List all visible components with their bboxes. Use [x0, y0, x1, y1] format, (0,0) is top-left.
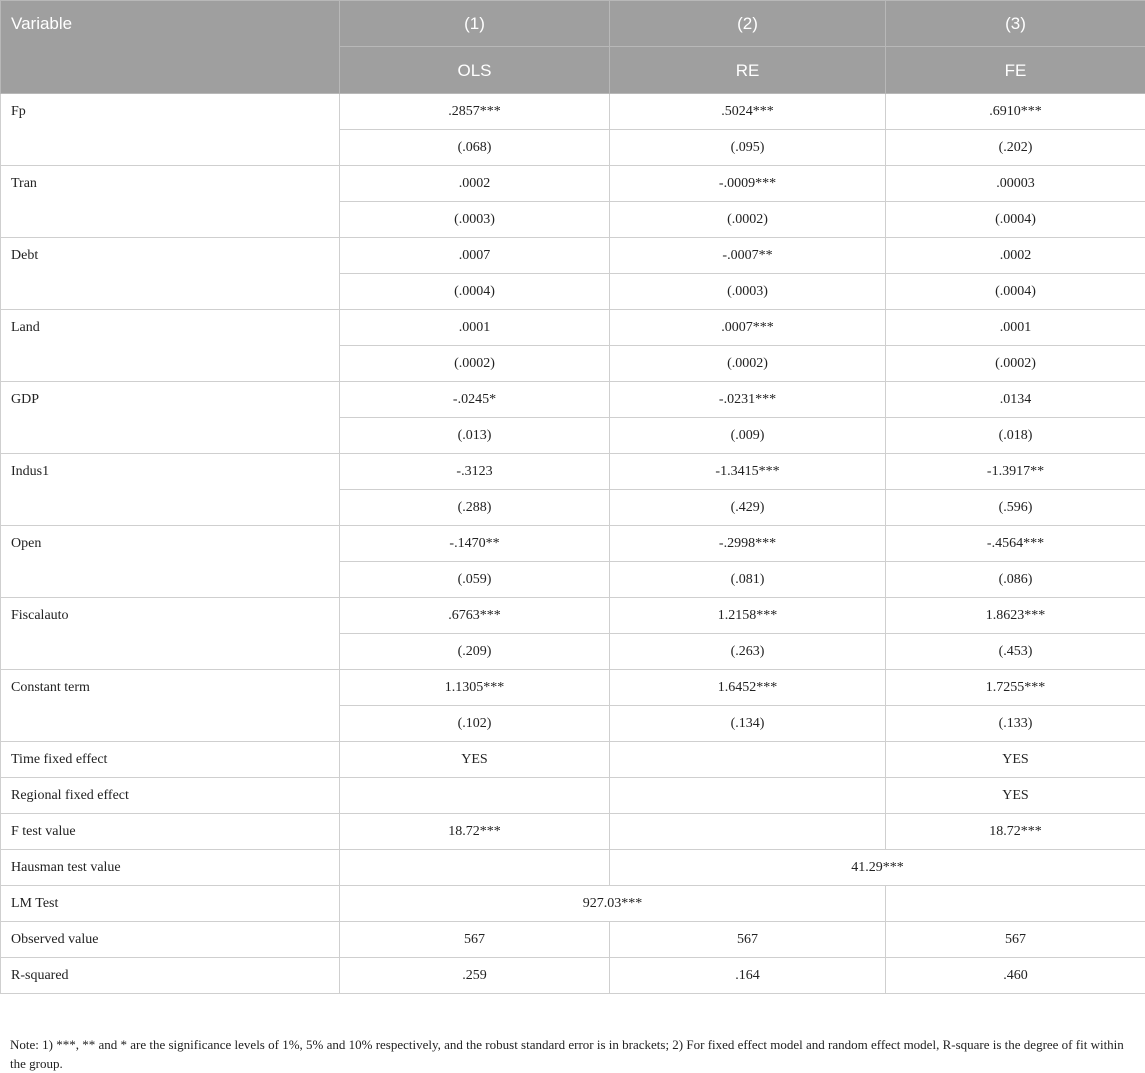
stat-cell: .164	[610, 958, 886, 994]
column-number-1: (1)	[340, 1, 610, 47]
se-cell: (.133)	[886, 706, 1145, 742]
table-note: Note: 1) ***, ** and * are the significance levels of 1%, 5% and 10% respectively, and the robust standard error is in brackets; 2) For fixed effect model and random effect model, R-square is the degree of fit within the group.	[10, 1037, 1124, 1071]
stat-row-r-squared	[1, 958, 1145, 994]
coef-cell: .0002	[340, 166, 610, 202]
variable-label: GDP	[1, 382, 340, 454]
stat-cell: .460	[886, 958, 1145, 994]
coef-row	[1, 382, 1145, 418]
stat-label: Regional fixed effect	[1, 778, 340, 814]
stat-cell: 567	[340, 922, 610, 958]
coef-cell: -1.3415***	[610, 454, 886, 490]
coef-row	[1, 310, 1145, 346]
se-cell: (.288)	[340, 490, 610, 526]
stat-label: Hausman test value	[1, 850, 340, 886]
se-cell: (.018)	[886, 418, 1145, 454]
se-cell: (.0004)	[340, 274, 610, 310]
se-cell: (.453)	[886, 634, 1145, 670]
coef-cell: 1.6452***	[610, 670, 886, 706]
stat-cell	[886, 886, 1145, 922]
stat-label: Time fixed effect	[1, 742, 340, 778]
coef-cell: .0002	[886, 238, 1145, 274]
coef-cell: .0001	[340, 310, 610, 346]
coef-cell: .0007***	[610, 310, 886, 346]
se-cell: (.0002)	[610, 202, 886, 238]
stat-cell: YES	[886, 778, 1145, 814]
variable-label: Tran	[1, 166, 340, 238]
stat-cell: YES	[886, 742, 1145, 778]
se-cell: (.0002)	[340, 346, 610, 382]
coef-cell: -.2998***	[610, 526, 886, 562]
column-number-3: (3)	[886, 1, 1145, 47]
se-cell: (.0002)	[610, 346, 886, 382]
stat-cell: 567	[886, 922, 1145, 958]
se-cell: (.0003)	[610, 274, 886, 310]
coef-row	[1, 598, 1145, 634]
se-cell: (.009)	[610, 418, 886, 454]
se-cell: (.013)	[340, 418, 610, 454]
stat-row-f-test	[1, 814, 1145, 850]
variable-label: Debt	[1, 238, 340, 310]
se-cell: (.134)	[610, 706, 886, 742]
coef-cell: 1.7255***	[886, 670, 1145, 706]
se-cell: (.086)	[886, 562, 1145, 598]
coef-cell: -.0007**	[610, 238, 886, 274]
coef-cell: 1.8623***	[886, 598, 1145, 634]
coef-cell: -.0245*	[340, 382, 610, 418]
coef-row	[1, 166, 1145, 202]
coef-row	[1, 526, 1145, 562]
se-cell: (.202)	[886, 130, 1145, 166]
variable-label: Open	[1, 526, 340, 598]
coef-cell: -.0231***	[610, 382, 886, 418]
stat-cell: YES	[340, 742, 610, 778]
se-cell: (.0004)	[886, 202, 1145, 238]
stat-label: Observed value	[1, 922, 340, 958]
stat-label: R-squared	[1, 958, 340, 994]
stat-cell: 567	[610, 922, 886, 958]
se-cell: (.095)	[610, 130, 886, 166]
coef-cell: .2857***	[340, 94, 610, 130]
se-cell: (.0003)	[340, 202, 610, 238]
variable-label: Fp	[1, 94, 340, 166]
coef-cell: .0134	[886, 382, 1145, 418]
stat-cell: 18.72***	[886, 814, 1145, 850]
stat-row-hausman	[1, 850, 1145, 886]
se-cell: (.081)	[610, 562, 886, 598]
stat-label: F test value	[1, 814, 340, 850]
coef-row	[1, 670, 1145, 706]
se-cell: (.596)	[886, 490, 1145, 526]
coef-cell: 1.2158***	[610, 598, 886, 634]
variable-label: Indus1	[1, 454, 340, 526]
stat-cell	[610, 814, 886, 850]
coef-cell: .6910***	[886, 94, 1145, 130]
coef-row	[1, 454, 1145, 490]
coef-cell: .0007	[340, 238, 610, 274]
variable-label: Fiscalauto	[1, 598, 340, 670]
coef-cell: -.1470**	[340, 526, 610, 562]
stat-row-time-fe	[1, 742, 1145, 778]
coef-cell: -1.3917**	[886, 454, 1145, 490]
column-model-1: OLS	[340, 47, 610, 94]
stat-cell-merged: 927.03***	[340, 886, 886, 922]
coef-cell: 1.1305***	[340, 670, 610, 706]
column-number-2: (2)	[610, 1, 886, 47]
se-cell: (.0002)	[886, 346, 1145, 382]
stat-cell: .259	[340, 958, 610, 994]
se-cell: (.209)	[340, 634, 610, 670]
coef-cell: -.0009***	[610, 166, 886, 202]
stat-row-observed	[1, 922, 1145, 958]
coef-cell: .0001	[886, 310, 1145, 346]
stat-row-regional-fe	[1, 778, 1145, 814]
coef-row	[1, 238, 1145, 274]
se-cell: (.059)	[340, 562, 610, 598]
coef-row	[1, 94, 1145, 130]
stat-row-lm-test	[1, 886, 1145, 922]
stat-cell	[340, 850, 610, 886]
coef-cell: .6763***	[340, 598, 610, 634]
column-model-2: RE	[610, 47, 886, 94]
stat-cell	[610, 742, 886, 778]
coef-cell: .00003	[886, 166, 1145, 202]
header-row-numbers	[1, 1, 1145, 47]
se-cell: (.102)	[340, 706, 610, 742]
variable-label: Constant term	[1, 670, 340, 742]
variable-column-header: Variable	[1, 1, 340, 94]
coef-cell: -.3123	[340, 454, 610, 490]
variable-label: Land	[1, 310, 340, 382]
stat-cell: 18.72***	[340, 814, 610, 850]
stat-cell	[340, 778, 610, 814]
stat-cell	[610, 778, 886, 814]
se-cell: (.263)	[610, 634, 886, 670]
column-model-3: FE	[886, 47, 1145, 94]
se-cell: (.068)	[340, 130, 610, 166]
coef-cell: .5024***	[610, 94, 886, 130]
coef-cell: -.4564***	[886, 526, 1145, 562]
se-cell: (.0004)	[886, 274, 1145, 310]
se-cell: (.429)	[610, 490, 886, 526]
stat-label: LM Test	[1, 886, 340, 922]
stat-cell-merged: 41.29***	[610, 850, 1145, 886]
